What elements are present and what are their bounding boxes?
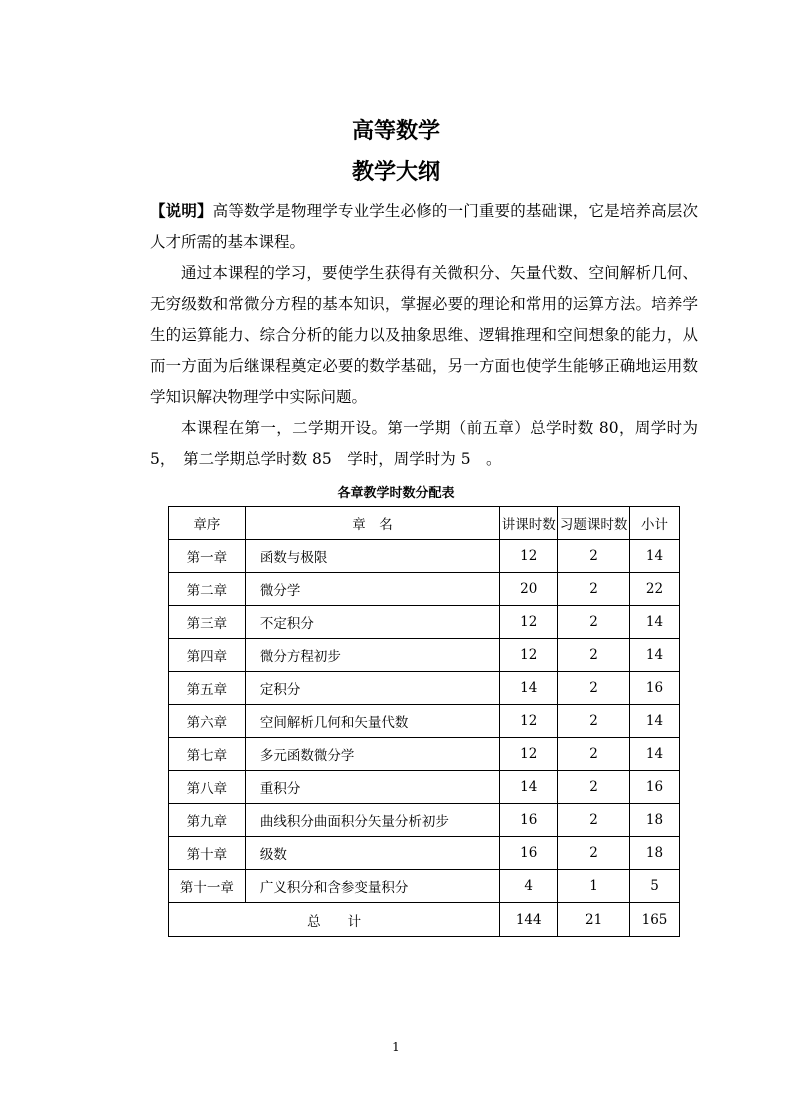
- page-number: 1: [392, 1040, 400, 1054]
- header-subtotal: 小计: [630, 507, 680, 540]
- table-row: [169, 540, 680, 573]
- table-row: [169, 738, 680, 771]
- document-subtitle: 教学大纲: [351, 160, 440, 185]
- lecture-hours-cell: 14: [500, 672, 558, 705]
- table-row: [169, 837, 680, 870]
- chapter-seq-cell: 第十一章: [169, 870, 246, 903]
- chapter-seq-cell: 第六章: [169, 705, 246, 738]
- chapter-name-cell: 微分学: [245, 573, 499, 606]
- lecture-hours-cell: 16: [500, 804, 558, 837]
- chapter-name-cell: 微分方程初步: [245, 639, 499, 672]
- lecture-hours-cell: 14: [500, 771, 558, 804]
- header-exercise: 习题课时数: [558, 507, 630, 540]
- table-row: [169, 606, 680, 639]
- lecture-hours-cell: 4: [500, 870, 558, 903]
- chapter-seq-cell: 第八章: [169, 771, 246, 804]
- table-row: [169, 804, 680, 837]
- chapter-name-cell: 空间解析几何和矢量代数: [245, 705, 499, 738]
- chapter-seq-cell: 第一章: [169, 540, 246, 573]
- subtotal-cell: 22: [630, 573, 680, 606]
- chapter-name-cell: 广义积分和含参变量积分: [245, 870, 499, 903]
- chapter-seq-cell: 第七章: [169, 738, 246, 771]
- chapter-name-cell: 定积分: [245, 672, 499, 705]
- lecture-hours-cell: 16: [500, 837, 558, 870]
- subtotal-cell: 18: [630, 804, 680, 837]
- chapter-seq-cell: 第二章: [169, 573, 246, 606]
- total-lecture-cell: 144: [500, 903, 558, 937]
- chapter-name-cell: 多元函数微分学: [245, 738, 499, 771]
- exercise-hours-cell: 2: [558, 837, 630, 870]
- exercise-hours-cell: 2: [558, 639, 630, 672]
- intro-text: 高等数学是物理学专业学生必修的一门重要的基础课，它是培养高层次人才所需的基本课程。: [150, 202, 698, 251]
- chapter-name-cell: 重积分: [245, 771, 499, 804]
- chapter-seq-cell: 第五章: [169, 672, 246, 705]
- subtotal-cell: 5: [630, 870, 680, 903]
- exercise-hours-cell: 2: [558, 573, 630, 606]
- subtotal-cell: 14: [630, 705, 680, 738]
- chapter-name-cell: 不定积分: [245, 606, 499, 639]
- chapter-seq-cell: 第四章: [169, 639, 246, 672]
- total-row: [169, 903, 680, 937]
- table-row: [169, 573, 680, 606]
- header-lecture: 讲课时数: [500, 507, 558, 540]
- table-row: [169, 705, 680, 738]
- table-header-row: [169, 507, 680, 540]
- exercise-hours-cell: 2: [558, 705, 630, 738]
- lecture-hours-cell: 12: [500, 705, 558, 738]
- table-caption: 各章教学时数分配表: [337, 486, 455, 501]
- table-row: [169, 639, 680, 672]
- lecture-hours-cell: 12: [500, 738, 558, 771]
- subtotal-cell: 18: [630, 837, 680, 870]
- chapter-name-cell: 函数与极限: [245, 540, 499, 573]
- subtotal-cell: 16: [630, 771, 680, 804]
- table-row: [169, 672, 680, 705]
- header-name: 章 名: [245, 507, 499, 540]
- hours-table-body: [169, 507, 680, 937]
- schedule-paragraph: 本课程在第一，二学期开设。第一学期（前五章）总学时数 80，周学时为 5， 第二学期总学时数 85 学时，周学时为 5 。: [150, 419, 698, 468]
- objectives-paragraph: 通过本课程的学习，要使学生获得有关微积分、矢量代数、空间解析几何、无穷级数和常微分方程的基本知识，掌握必要的理论和常用的运算方法。培养学生的运算能力、综合分析的能力以及抽象思维、逻辑推理和空间想象的能力，从而一方面为后继课程奠定必要的数学基础，另一方面也使学生能够正确地运用数学知识解决物理学中实际问题。: [150, 264, 698, 406]
- intro-paragraph: [150, 196, 698, 258]
- exercise-hours-cell: 2: [558, 672, 630, 705]
- exercise-hours-cell: 2: [558, 540, 630, 573]
- lecture-hours-cell: 12: [500, 639, 558, 672]
- hours-table: [168, 506, 680, 937]
- chapter-name-cell: 级数: [245, 837, 499, 870]
- lecture-hours-cell: 12: [500, 606, 558, 639]
- header-seq: 章序: [169, 507, 246, 540]
- subtotal-cell: 14: [630, 639, 680, 672]
- total-subtotal-cell: 165: [630, 903, 680, 937]
- exercise-hours-cell: 1: [558, 870, 630, 903]
- lecture-hours-cell: 20: [500, 573, 558, 606]
- exercise-hours-cell: 2: [558, 804, 630, 837]
- lecture-hours-cell: 12: [500, 540, 558, 573]
- chapter-seq-cell: 第九章: [169, 804, 246, 837]
- subtotal-cell: 14: [630, 738, 680, 771]
- subtotal-cell: 14: [630, 606, 680, 639]
- subtotal-cell: 16: [630, 672, 680, 705]
- exercise-hours-cell: 2: [558, 738, 630, 771]
- exercise-hours-cell: 2: [558, 606, 630, 639]
- total-exercise-cell: 21: [558, 903, 630, 937]
- chapter-seq-cell: 第十章: [169, 837, 246, 870]
- chapter-name-cell: 曲线积分曲面积分矢量分析初步: [245, 804, 499, 837]
- exercise-hours-cell: 2: [558, 771, 630, 804]
- chapter-seq-cell: 第三章: [169, 606, 246, 639]
- table-row: [169, 771, 680, 804]
- document-title: 高等数学: [351, 119, 440, 144]
- table-row: [169, 870, 680, 903]
- total-label-cell: 总 计: [169, 903, 500, 937]
- subtotal-cell: 14: [630, 540, 680, 573]
- intro-label: 【说明】: [150, 202, 213, 220]
